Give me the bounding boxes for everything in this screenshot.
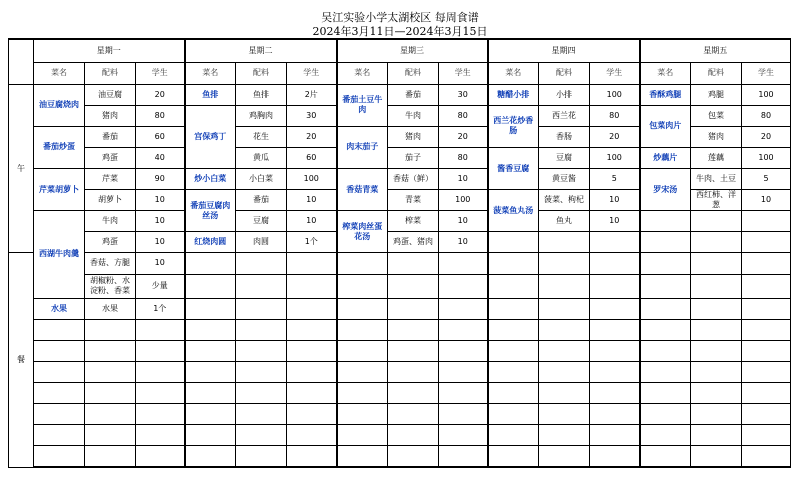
table-row (9, 361, 791, 382)
ingredient-cell: 香菇、方腿 (85, 253, 136, 274)
day-thursday: 星期四 (488, 39, 640, 62)
empty-cell (439, 319, 488, 340)
table-row (9, 425, 791, 446)
quantity-cell: 100 (590, 84, 640, 105)
table-row (9, 298, 791, 319)
empty-cell (34, 425, 85, 446)
empty-cell (742, 319, 791, 340)
empty-cell (388, 319, 439, 340)
dish-cell: 番茄土豆牛肉 (337, 84, 388, 126)
empty-cell (691, 274, 742, 298)
menu-date-range: 2024年3月11日—2024年3月15日 (312, 25, 488, 38)
ingredient-cell: 水果 (85, 298, 136, 319)
dish-cell: 油豆腐烧肉 (34, 84, 85, 126)
dish-cell: 炒小白菜 (185, 169, 236, 190)
ingredient-cell: 鸡胸肉 (236, 105, 287, 126)
empty-cell (337, 404, 388, 425)
empty-cell (236, 383, 287, 404)
empty-cell (590, 361, 640, 382)
ingredient-cell: 西红柿、洋葱 (691, 190, 742, 211)
quantity-cell: 10 (439, 169, 488, 190)
empty-cell (691, 253, 742, 274)
empty-cell (388, 298, 439, 319)
dish-cell: 肉末茄子 (337, 126, 388, 168)
empty-cell (287, 404, 337, 425)
empty-cell (539, 446, 590, 467)
col-student: 学生 (136, 62, 185, 84)
dish-cell: 罗宋汤 (640, 169, 691, 211)
empty-cell (742, 232, 791, 253)
empty-cell (337, 383, 388, 404)
empty-cell (337, 253, 388, 274)
dish-cell: 芹菜胡萝卜 (34, 169, 85, 211)
quantity-cell: 100 (590, 147, 640, 168)
empty-cell (439, 383, 488, 404)
empty-cell (185, 425, 236, 446)
empty-cell (539, 298, 590, 319)
empty-cell (640, 425, 691, 446)
empty-cell (236, 425, 287, 446)
empty-cell (388, 253, 439, 274)
column-header-row (9, 62, 791, 84)
quantity-cell: 100 (742, 147, 791, 168)
empty-cell (590, 340, 640, 361)
empty-cell (439, 340, 488, 361)
empty-cell (439, 446, 488, 467)
empty-cell (337, 319, 388, 340)
empty-cell (85, 361, 136, 382)
side-label-meal: 餐 (9, 253, 34, 467)
dish-cell: 糖醋小排 (488, 84, 539, 105)
quantity-cell: 20 (742, 126, 791, 147)
dish-cell: 菠菜鱼丸汤 (488, 190, 539, 232)
empty-cell (691, 211, 742, 232)
empty-cell (85, 425, 136, 446)
dish-cell: 榨菜肉丝蛋花汤 (337, 211, 388, 253)
ingredient-cell: 油豆腐 (85, 84, 136, 105)
empty-cell (85, 383, 136, 404)
empty-cell (742, 211, 791, 232)
ingredient-cell: 鸡蛋、猪肉 (388, 232, 439, 253)
quantity-cell: 10 (136, 232, 185, 253)
empty-cell (388, 274, 439, 298)
empty-cell (691, 232, 742, 253)
empty-cell (287, 253, 337, 274)
empty-cell (590, 319, 640, 340)
empty-cell (590, 446, 640, 467)
empty-cell (85, 446, 136, 467)
empty-cell (691, 298, 742, 319)
quantity-cell: 30 (287, 105, 337, 126)
dish-cell: 宫保鸡丁 (185, 105, 236, 168)
empty-cell (539, 425, 590, 446)
empty-cell (590, 232, 640, 253)
ingredient-cell: 胡萝卜 (85, 190, 136, 211)
col-student: 学生 (287, 62, 337, 84)
empty-cell (287, 319, 337, 340)
empty-cell (742, 361, 791, 382)
empty-cell (539, 274, 590, 298)
empty-cell (136, 404, 185, 425)
day-friday: 星期五 (640, 39, 791, 62)
quantity-cell: 80 (439, 105, 488, 126)
empty-cell (136, 340, 185, 361)
col-student: 学生 (439, 62, 488, 84)
table-row (9, 211, 791, 232)
table-row (9, 319, 791, 340)
table-row (9, 105, 791, 126)
dish-cell: 炒藕片 (640, 147, 691, 168)
ingredient-cell: 肉圆 (236, 232, 287, 253)
empty-cell (34, 404, 85, 425)
empty-cell (640, 446, 691, 467)
empty-cell (590, 274, 640, 298)
dish-cell: 红烧肉圆 (185, 232, 236, 253)
ingredient-cell: 小白菜 (236, 169, 287, 190)
quantity-cell: 少量 (136, 274, 185, 298)
ingredient-cell: 鸡蛋 (85, 147, 136, 168)
quantity-cell: 10 (439, 232, 488, 253)
empty-cell (590, 253, 640, 274)
col-dish: 菜名 (488, 62, 539, 84)
col-student: 学生 (742, 62, 791, 84)
table-row (9, 232, 791, 253)
empty-cell (388, 383, 439, 404)
col-ingredients: 配料 (539, 62, 590, 84)
quantity-cell: 10 (742, 190, 791, 211)
empty-cell (539, 232, 590, 253)
empty-cell (287, 446, 337, 467)
empty-cell (640, 298, 691, 319)
empty-cell (34, 446, 85, 467)
table-row (9, 340, 791, 361)
empty-cell (539, 383, 590, 404)
empty-cell (488, 232, 539, 253)
col-ingredients: 配料 (388, 62, 439, 84)
empty-cell (488, 319, 539, 340)
dish-cell: 西兰花炒香肠 (488, 105, 539, 147)
empty-cell (236, 274, 287, 298)
empty-cell (236, 446, 287, 467)
ingredient-cell: 菠菜、枸杞 (539, 190, 590, 211)
quantity-cell: 60 (287, 147, 337, 168)
empty-cell (185, 253, 236, 274)
empty-cell (136, 383, 185, 404)
table-row (9, 84, 791, 105)
ingredient-cell: 黄豆酱 (539, 169, 590, 190)
quantity-cell: 10 (136, 253, 185, 274)
quantity-cell: 100 (742, 84, 791, 105)
table-row (9, 169, 791, 190)
ingredient-cell: 鱼丸 (539, 211, 590, 232)
empty-cell (439, 425, 488, 446)
empty-cell (236, 404, 287, 425)
empty-cell (287, 274, 337, 298)
empty-cell (388, 446, 439, 467)
quantity-cell: 60 (136, 126, 185, 147)
empty-cell (287, 298, 337, 319)
ingredient-cell: 小排 (539, 84, 590, 105)
col-dish: 菜名 (185, 62, 236, 84)
ingredient-cell: 榨菜 (388, 211, 439, 232)
col-ingredients: 配料 (85, 62, 136, 84)
empty-cell (388, 425, 439, 446)
empty-cell (439, 361, 488, 382)
day-tuesday: 星期二 (185, 39, 337, 62)
empty-cell (640, 383, 691, 404)
ingredient-cell: 牛肉 (388, 105, 439, 126)
empty-cell (691, 404, 742, 425)
empty-cell (590, 404, 640, 425)
quantity-cell: 1个 (287, 232, 337, 253)
ingredient-cell: 豆腐 (236, 211, 287, 232)
ingredient-cell: 香肠 (539, 126, 590, 147)
empty-cell (136, 361, 185, 382)
empty-cell (236, 298, 287, 319)
empty-cell (34, 340, 85, 361)
empty-cell (488, 446, 539, 467)
day-header-row (9, 39, 791, 62)
empty-cell (337, 446, 388, 467)
col-dish: 菜名 (34, 62, 85, 84)
empty-cell (640, 404, 691, 425)
quantity-cell: 90 (136, 169, 185, 190)
dish-cell: 酱香豆腐 (488, 147, 539, 189)
empty-cell (539, 253, 590, 274)
empty-cell (640, 232, 691, 253)
ingredient-cell: 芹菜 (85, 169, 136, 190)
table-row (9, 274, 791, 298)
table-row (9, 404, 791, 425)
empty-cell (488, 383, 539, 404)
quantity-cell: 5 (742, 169, 791, 190)
empty-cell (185, 274, 236, 298)
weekly-menu-table (8, 38, 791, 468)
empty-cell (388, 340, 439, 361)
empty-cell (742, 274, 791, 298)
dish-cell: 西湖牛肉羹 (34, 211, 85, 298)
empty-cell (742, 446, 791, 467)
dish-cell: 水果 (34, 298, 85, 319)
empty-cell (488, 404, 539, 425)
empty-cell (85, 319, 136, 340)
empty-cell (488, 425, 539, 446)
col-ingredients: 配料 (236, 62, 287, 84)
empty-cell (388, 404, 439, 425)
quantity-cell: 5 (590, 169, 640, 190)
quantity-cell: 20 (136, 84, 185, 105)
empty-cell (439, 404, 488, 425)
day-wednesday: 星期三 (337, 39, 488, 62)
empty-cell (85, 404, 136, 425)
col-student: 学生 (590, 62, 640, 84)
empty-cell (337, 298, 388, 319)
empty-cell (691, 361, 742, 382)
empty-cell (439, 298, 488, 319)
empty-cell (640, 211, 691, 232)
empty-cell (185, 298, 236, 319)
empty-cell (691, 383, 742, 404)
empty-cell (439, 274, 488, 298)
empty-cell (236, 319, 287, 340)
empty-cell (742, 298, 791, 319)
ingredient-cell: 茄子 (388, 147, 439, 168)
quantity-cell: 100 (287, 169, 337, 190)
empty-cell (691, 425, 742, 446)
empty-cell (742, 404, 791, 425)
table-row (9, 253, 791, 274)
empty-cell (185, 319, 236, 340)
quantity-cell: 30 (439, 84, 488, 105)
empty-cell (488, 361, 539, 382)
empty-cell (640, 340, 691, 361)
empty-cell (539, 340, 590, 361)
empty-cell (136, 425, 185, 446)
ingredient-cell: 番茄 (85, 126, 136, 147)
dish-cell: 鱼排 (185, 84, 236, 105)
quantity-cell: 80 (590, 105, 640, 126)
empty-cell (337, 340, 388, 361)
col-dish: 菜名 (640, 62, 691, 84)
corner-cell (9, 39, 34, 84)
ingredient-cell: 西兰花 (539, 105, 590, 126)
ingredient-cell: 胡椒粉、水淀粉、香菜 (85, 274, 136, 298)
empty-cell (85, 340, 136, 361)
ingredient-cell: 猪肉 (85, 105, 136, 126)
empty-cell (185, 446, 236, 467)
empty-cell (185, 361, 236, 382)
empty-cell (337, 361, 388, 382)
empty-cell (236, 361, 287, 382)
ingredient-cell: 猪肉 (691, 126, 742, 147)
empty-cell (136, 319, 185, 340)
dish-cell: 番茄豆腐肉丝汤 (185, 190, 236, 232)
empty-cell (236, 253, 287, 274)
empty-cell (337, 425, 388, 446)
empty-cell (590, 383, 640, 404)
empty-cell (388, 361, 439, 382)
col-dish: 菜名 (337, 62, 388, 84)
ingredient-cell: 花生 (236, 126, 287, 147)
quantity-cell: 1个 (136, 298, 185, 319)
ingredient-cell: 番茄 (388, 84, 439, 105)
empty-cell (488, 298, 539, 319)
table-row (9, 383, 791, 404)
empty-cell (185, 383, 236, 404)
empty-cell (590, 425, 640, 446)
empty-cell (185, 404, 236, 425)
quantity-cell: 10 (136, 211, 185, 232)
empty-cell (337, 274, 388, 298)
empty-cell (742, 340, 791, 361)
empty-cell (34, 383, 85, 404)
empty-cell (236, 340, 287, 361)
empty-cell (136, 446, 185, 467)
ingredient-cell: 鱼排 (236, 84, 287, 105)
quantity-cell: 10 (136, 190, 185, 211)
ingredient-cell: 鸡蛋 (85, 232, 136, 253)
empty-cell (287, 361, 337, 382)
ingredient-cell: 番茄 (236, 190, 287, 211)
empty-cell (287, 340, 337, 361)
empty-cell (287, 383, 337, 404)
quantity-cell: 80 (742, 105, 791, 126)
dish-cell: 香菇青菜 (337, 169, 388, 211)
quantity-cell: 10 (287, 211, 337, 232)
ingredient-cell: 鸡腿 (691, 84, 742, 105)
empty-cell (742, 425, 791, 446)
empty-cell (691, 319, 742, 340)
empty-cell (742, 383, 791, 404)
ingredient-cell: 豆腐 (539, 147, 590, 168)
col-ingredients: 配料 (691, 62, 742, 84)
ingredient-cell: 包菜 (691, 105, 742, 126)
quantity-cell: 100 (439, 190, 488, 211)
dish-cell: 番茄炒蛋 (34, 126, 85, 168)
empty-cell (691, 446, 742, 467)
table-row (9, 147, 791, 168)
empty-cell (185, 340, 236, 361)
quantity-cell: 10 (590, 211, 640, 232)
empty-cell (539, 319, 590, 340)
quantity-cell: 20 (590, 126, 640, 147)
empty-cell (488, 340, 539, 361)
empty-cell (691, 340, 742, 361)
empty-cell (640, 319, 691, 340)
ingredient-cell: 牛肉 (85, 211, 136, 232)
ingredient-cell: 黄瓜 (236, 147, 287, 168)
empty-cell (640, 253, 691, 274)
quantity-cell: 40 (136, 147, 185, 168)
dish-cell: 香酥鸡腿 (640, 84, 691, 105)
empty-cell (488, 274, 539, 298)
empty-cell (640, 274, 691, 298)
menu-title: 吴江实验小学太湖校区 每周食谱 (321, 11, 479, 24)
ingredient-cell: 青菜 (388, 190, 439, 211)
quantity-cell: 20 (287, 126, 337, 147)
empty-cell (742, 253, 791, 274)
ingredient-cell: 莲藕 (691, 147, 742, 168)
empty-cell (590, 298, 640, 319)
table-row (9, 446, 791, 467)
dish-cell: 包菜肉片 (640, 105, 691, 147)
quantity-cell: 10 (590, 190, 640, 211)
ingredient-cell: 猪肉 (388, 126, 439, 147)
empty-cell (488, 253, 539, 274)
empty-cell (439, 253, 488, 274)
empty-cell (539, 361, 590, 382)
empty-cell (640, 361, 691, 382)
quantity-cell: 2片 (287, 84, 337, 105)
ingredient-cell: 牛肉、土豆 (691, 169, 742, 190)
quantity-cell: 80 (439, 147, 488, 168)
empty-cell (34, 319, 85, 340)
empty-cell (539, 404, 590, 425)
empty-cell (34, 361, 85, 382)
empty-cell (287, 425, 337, 446)
quantity-cell: 20 (439, 126, 488, 147)
ingredient-cell: 香菇（鲜） (388, 169, 439, 190)
side-label-lunch: 午 (9, 84, 34, 253)
quantity-cell: 10 (439, 211, 488, 232)
quantity-cell: 80 (136, 105, 185, 126)
quantity-cell: 10 (287, 190, 337, 211)
day-monday: 星期一 (34, 39, 185, 62)
